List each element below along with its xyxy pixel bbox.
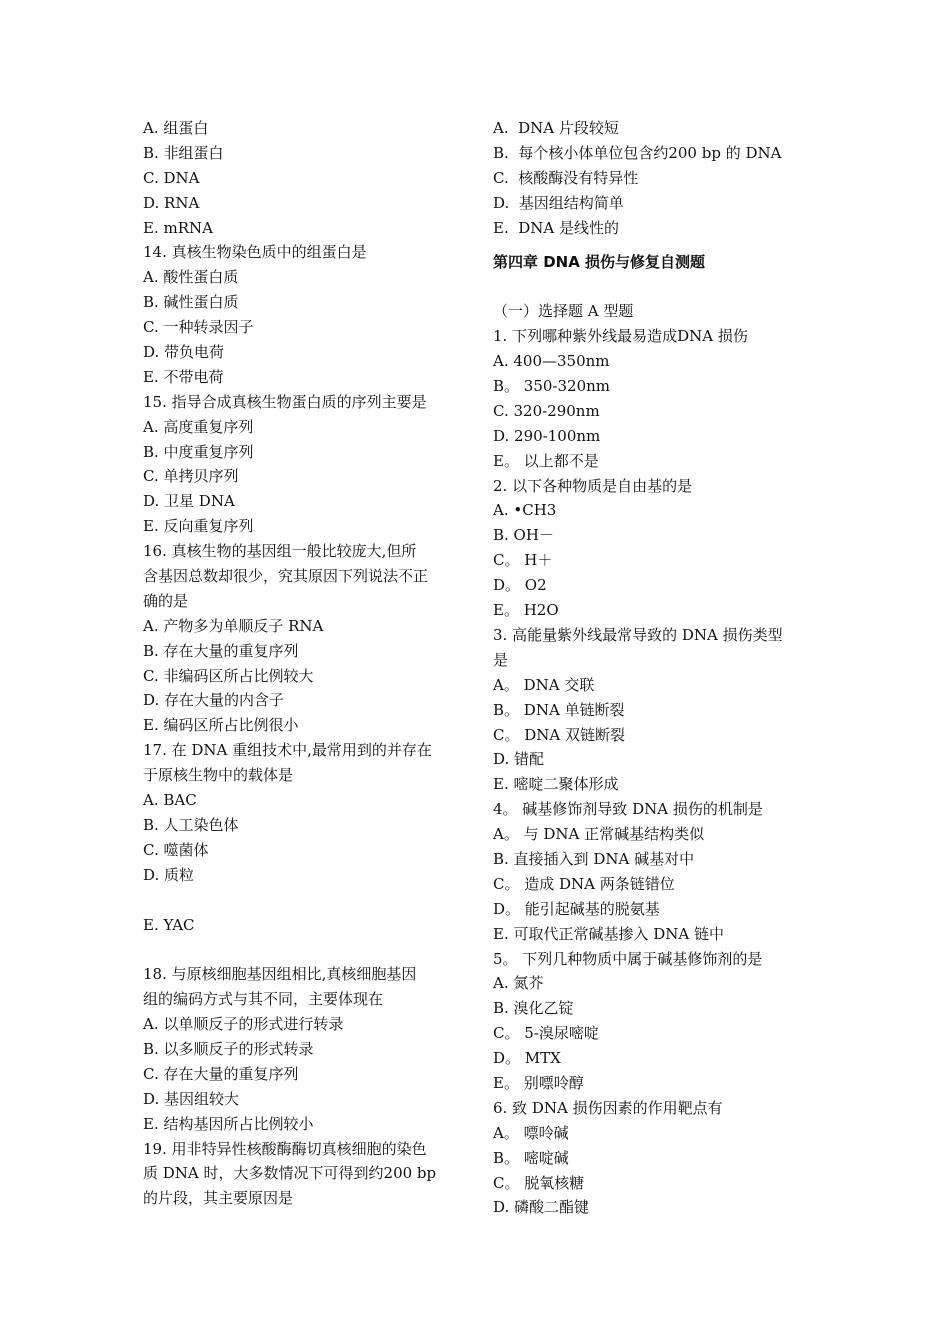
text-line: C. 单拷贝序列 xyxy=(143,467,239,486)
text-line: C。 5-溴尿嘧啶 xyxy=(493,1024,599,1043)
text-line: 18. 与原核细胞基因组相比,真核细胞基因 xyxy=(143,965,417,984)
text-line: 1. 下列哪种紫外线最易造成DNA 损伤 xyxy=(493,327,748,346)
text-line: A. 组蛋白 xyxy=(143,119,209,137)
text-line: E. 不带电荷 xyxy=(143,367,224,386)
text-line: 17. 在 DNA 重组技术中,最常用到的并存在 xyxy=(143,741,432,760)
blank-line xyxy=(143,937,473,962)
right-column-question-block xyxy=(493,299,823,1220)
left-column xyxy=(143,116,473,1211)
text-line: E。 H2O xyxy=(493,601,559,620)
blank-line xyxy=(143,888,473,913)
text-line: D. 磷酸二酯键 xyxy=(493,1198,590,1217)
text-line: 2. 以下各种物质是自由基的是 xyxy=(493,476,693,495)
text-line: B. 每个核小体单位包含约200 bp 的 DNA xyxy=(493,143,782,162)
text-line: B. 人工染色体 xyxy=(143,815,239,834)
text-line: 15. 指导合成真核生物蛋白质的序列主要是 xyxy=(143,392,427,411)
text-line: B. 溴化乙锭 xyxy=(493,999,574,1018)
text-line: D. 存在大量的内含子 xyxy=(143,691,285,710)
text-line: A. 氮芥 xyxy=(493,974,544,993)
text-line: D。 能引起碱基的脱氨基 xyxy=(493,899,660,918)
text-line: 于原核生物中的载体是 xyxy=(143,766,294,785)
text-line: B. OH－ xyxy=(493,526,554,545)
text-line: B. 以多顺反子的形式转录 xyxy=(143,1039,314,1058)
text-line: D. 基因组较大 xyxy=(143,1089,240,1108)
text-line: A。 DNA 交联 xyxy=(493,675,595,694)
right-column-top-block xyxy=(493,116,823,240)
text-line: C。 H＋ xyxy=(493,551,553,570)
text-line: C. 存在大量的重复序列 xyxy=(143,1064,299,1083)
text-line: B。 DNA 单链断裂 xyxy=(493,700,625,719)
text-line: E. 编码区所占比例很小 xyxy=(143,716,299,735)
text-line: A. 以单顺反子的形式进行转录 xyxy=(143,1015,344,1034)
text-line: E. 结构基因所占比例较小 xyxy=(143,1114,314,1133)
text-line: D. 错配 xyxy=(493,750,545,769)
text-line: 16. 真核生物的基因组一般比较庞大,但所 xyxy=(143,542,417,561)
text-line: A。 与 DNA 正常碱基结构类似 xyxy=(493,825,705,844)
text-line: B。 嘧啶碱 xyxy=(493,1148,569,1167)
text-line: B. 非组蛋白 xyxy=(143,143,224,162)
text-line: 3. 高能量紫外线最常导致的 DNA 损伤类型 xyxy=(493,625,783,644)
text-line: 质 DNA 时，大多数情况下可得到约200 bp xyxy=(143,1164,437,1183)
text-line: A. BAC xyxy=(143,791,197,810)
text-line: D. 卫星 DNA xyxy=(143,492,235,511)
text-line: E. 嘧啶二聚体形成 xyxy=(493,775,619,794)
text-line: C。 DNA 双链断裂 xyxy=(493,725,625,744)
text-line: 确的是 xyxy=(143,591,189,610)
text-line: A. 400—350nm xyxy=(493,352,610,371)
text-line: 14. 真核生物染色质中的组蛋白是 xyxy=(143,243,367,262)
text-line: A. DNA 片段较短 xyxy=(493,119,619,137)
text-line: D. 基因组结构简单 xyxy=(493,193,624,212)
text-line: 6. 致 DNA 损伤因素的作用靶点有 xyxy=(493,1098,723,1117)
text-line: D. 290-100nm xyxy=(493,426,601,445)
text-line: C. 噬菌体 xyxy=(143,840,209,859)
text-line: C. DNA xyxy=(143,168,200,187)
text-line: A. 高度重复序列 xyxy=(143,417,254,436)
text-line: B. 直接插入到 DNA 碱基对中 xyxy=(493,849,695,868)
text-line: 组的编码方式与其不同，主要体现在 xyxy=(143,990,384,1009)
text-line: 是 xyxy=(493,650,509,669)
text-line: C. 非编码区所占比例较大 xyxy=(143,666,314,685)
text-line: E. 反向重复序列 xyxy=(143,517,254,536)
text-line: B. 碱性蛋白质 xyxy=(143,293,239,312)
chapter-title: 第四章 DNA 损伤与修复自测题 xyxy=(493,253,706,272)
text-line: D. 带负电荷 xyxy=(143,343,225,362)
text-line: D。 O2 xyxy=(493,576,547,595)
text-line: E. 可取代正常碱基掺入 DNA 链中 xyxy=(493,924,725,943)
right-column xyxy=(493,116,823,1220)
text-line: C. 一种转录因子 xyxy=(143,318,254,337)
text-line: B。 350-320nm xyxy=(493,377,611,396)
text-line: C。 脱氧核糖 xyxy=(493,1173,585,1192)
text-line: 的片段，其主要原因是 xyxy=(143,1189,294,1208)
text-line: D. RNA xyxy=(143,193,200,212)
text-line: D. 质粒 xyxy=(143,865,195,884)
text-line: A. 酸性蛋白质 xyxy=(143,268,239,287)
text-line: A. •CH3 xyxy=(493,501,557,520)
text-line: 19. 用非特异性核酸酶酶切真核细胞的染色 xyxy=(143,1139,427,1158)
section-heading: （一）选择题 A 型题 xyxy=(493,302,634,321)
text-line: E。 以上都不是 xyxy=(493,451,599,470)
text-line: A。 嘌呤碱 xyxy=(493,1123,569,1142)
text-line: A. 产物多为单顺反子 RNA xyxy=(143,616,324,635)
text-line: 5。 下列几种物质中属于碱基修饰剂的是 xyxy=(493,949,763,968)
text-line: E。 别嘌呤醇 xyxy=(493,1073,584,1092)
text-line: C。 造成 DNA 两条链错位 xyxy=(493,874,675,893)
text-line: D。 MTX xyxy=(493,1049,561,1068)
text-line: 4。 碱基修饰剂导致 DNA 损伤的机制是 xyxy=(493,800,763,819)
text-line: E. mRNA xyxy=(143,218,213,237)
text-line: C. 核酸酶没有特异性 xyxy=(493,168,639,187)
text-line: B. 中度重复序列 xyxy=(143,442,254,461)
text-line: E. DNA 是线性的 xyxy=(493,218,620,237)
text-line: 含基因总数却很少，究其原因下列说法不正 xyxy=(143,567,429,586)
text-line: E. YAC xyxy=(143,915,195,934)
text-line: B. 存在大量的重复序列 xyxy=(143,641,299,660)
text-line: C. 320-290nm xyxy=(493,401,600,420)
